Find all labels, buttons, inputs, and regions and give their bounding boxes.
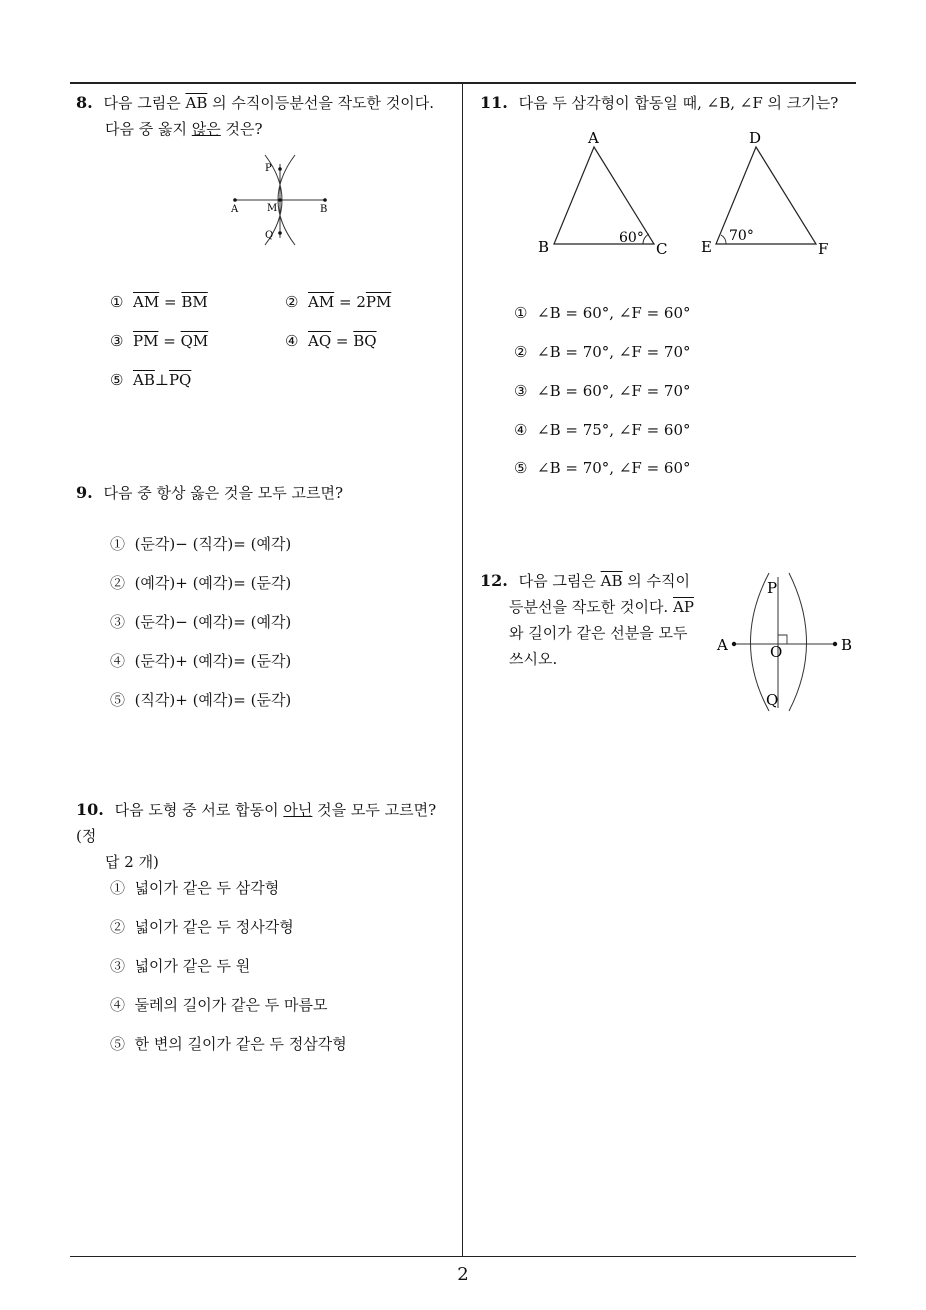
question-12-line1: 12. 다음 그림은 $\overline{AB}$ 의 수직이 <box>480 571 690 590</box>
fig8-label-p: P <box>265 163 272 174</box>
question-11-text: 다음 두 삼각형이 합동일 때, ∠B, ∠F 의 크기는? <box>518 94 839 112</box>
q10-option-5[interactable]: ⑤ 한 변의 길이가 같은 두 정삼각형 <box>110 1035 347 1053</box>
segment-ab-12: $\overline{AB}$ <box>600 572 623 590</box>
column-divider <box>462 82 463 1257</box>
fig11-angle-c: 60° <box>619 230 644 246</box>
q8-option-1[interactable]: ① $\overline{AM} = \overline{BM}$ <box>110 293 208 311</box>
segment-ab: $\overline{AB}$ <box>185 94 208 112</box>
q8-option-2[interactable]: ② $\overline{AM} = 2\overline{PM}$ <box>285 293 392 311</box>
q11-option-4[interactable]: ④ ∠B = 75°, ∠F = 60° <box>514 421 691 439</box>
question-12-line4: 쓰시오. <box>509 650 558 668</box>
question-10-number: 10. <box>76 800 104 819</box>
q8-option-5[interactable]: ⑤ $\overline{AB}\perp\overline{PQ}$ <box>110 371 192 389</box>
question-8 <box>76 90 461 142</box>
question-10-line1: 10. 다음 도형 중 서로 합동이 아닌 것을 모두 고르면? (정 <box>76 800 437 845</box>
segment-ap: $\overline{AP}$ <box>673 598 694 616</box>
question-9 <box>76 480 461 506</box>
fig8-label-a: A <box>231 204 239 215</box>
fig12-label-q: Q <box>766 691 779 709</box>
q10-option-2[interactable]: ② 넓이가 같은 두 정사각형 <box>110 918 294 936</box>
question-11-number: 11. <box>480 93 508 112</box>
fig12-label-p: P <box>767 579 778 597</box>
page-number: 2 <box>457 1264 469 1285</box>
q10-option-3[interactable]: ③ 넓이가 같은 두 원 <box>110 957 251 975</box>
question-12-number: 12. <box>480 571 508 590</box>
fig12-label-b: B <box>841 636 853 654</box>
fig12-label-a: A <box>717 636 728 654</box>
fig11-label-a: A <box>588 129 599 147</box>
q8-option-4[interactable]: ④ $\overline{AQ} = \overline{BQ}$ <box>285 332 377 350</box>
fig12-label-o: O <box>770 643 783 661</box>
question-10-line2: 답 2 개) <box>105 853 159 871</box>
fig11-label-f: F <box>818 240 829 258</box>
q10-option-4[interactable]: ④ 둘레의 길이가 같은 두 마름모 <box>110 996 328 1014</box>
q9-option-1[interactable]: ① (둔각)− (직각)= (예각) <box>110 535 292 553</box>
q10-option-1[interactable]: ① 넓이가 같은 두 삼각형 <box>110 879 280 897</box>
fig11-label-d: D <box>749 129 762 147</box>
question-8-line1: 8. 다음 그림은 $\overline{AB}$ 의 수직이등분선을 작도한 것이다. <box>76 93 435 112</box>
q9-option-4[interactable]: ④ (둔각)+ (예각)= (둔각) <box>110 652 292 670</box>
q9-option-3[interactable]: ③ (둔각)− (예각)= (예각) <box>110 613 292 631</box>
question-8-line2: 다음 중 옳지 않은 것은? <box>105 120 263 138</box>
fig8-label-m: M <box>267 203 278 214</box>
q8-option-3[interactable]: ③ $\overline{PM} = \overline{QM}$ <box>110 332 209 350</box>
fig8-label-b: B <box>320 204 328 215</box>
question-11 <box>480 90 850 116</box>
fig11-label-c: C <box>656 240 668 258</box>
q9-option-2[interactable]: ② (예각)+ (예각)= (둔각) <box>110 574 292 592</box>
question-12-line3: 와 길이가 같은 선분을 모두 <box>509 624 688 642</box>
fig8-label-q: Q <box>265 230 274 241</box>
question-12-figure <box>712 565 862 715</box>
question-9-text: 다음 중 항상 옳은 것을 모두 고르면? <box>103 484 343 502</box>
fig11-label-b: B <box>538 238 550 256</box>
q11-option-1[interactable]: ① ∠B = 60°, ∠F = 60° <box>514 304 691 322</box>
question-11-figure <box>535 125 835 265</box>
q11-option-2[interactable]: ② ∠B = 70°, ∠F = 70° <box>514 343 691 361</box>
question-8-number: 8. <box>76 93 93 112</box>
q11-option-5[interactable]: ⑤ ∠B = 70°, ∠F = 60° <box>514 459 691 477</box>
fig11-angle-e: 70° <box>729 228 754 244</box>
question-9-number: 9. <box>76 483 93 502</box>
question-12 <box>480 568 710 672</box>
fig11-label-e: E <box>701 238 712 256</box>
bottom-rule <box>70 1256 856 1257</box>
q9-option-5[interactable]: ⑤ (직각)+ (예각)= (둔각) <box>110 691 292 709</box>
q11-option-3[interactable]: ③ ∠B = 60°, ∠F = 70° <box>514 382 691 400</box>
question-8-figure <box>225 150 335 250</box>
question-12-line2: 등분선을 작도한 것이다. $\overline{AP}$ <box>509 598 694 616</box>
top-rule <box>70 82 856 84</box>
question-10 <box>76 797 461 875</box>
